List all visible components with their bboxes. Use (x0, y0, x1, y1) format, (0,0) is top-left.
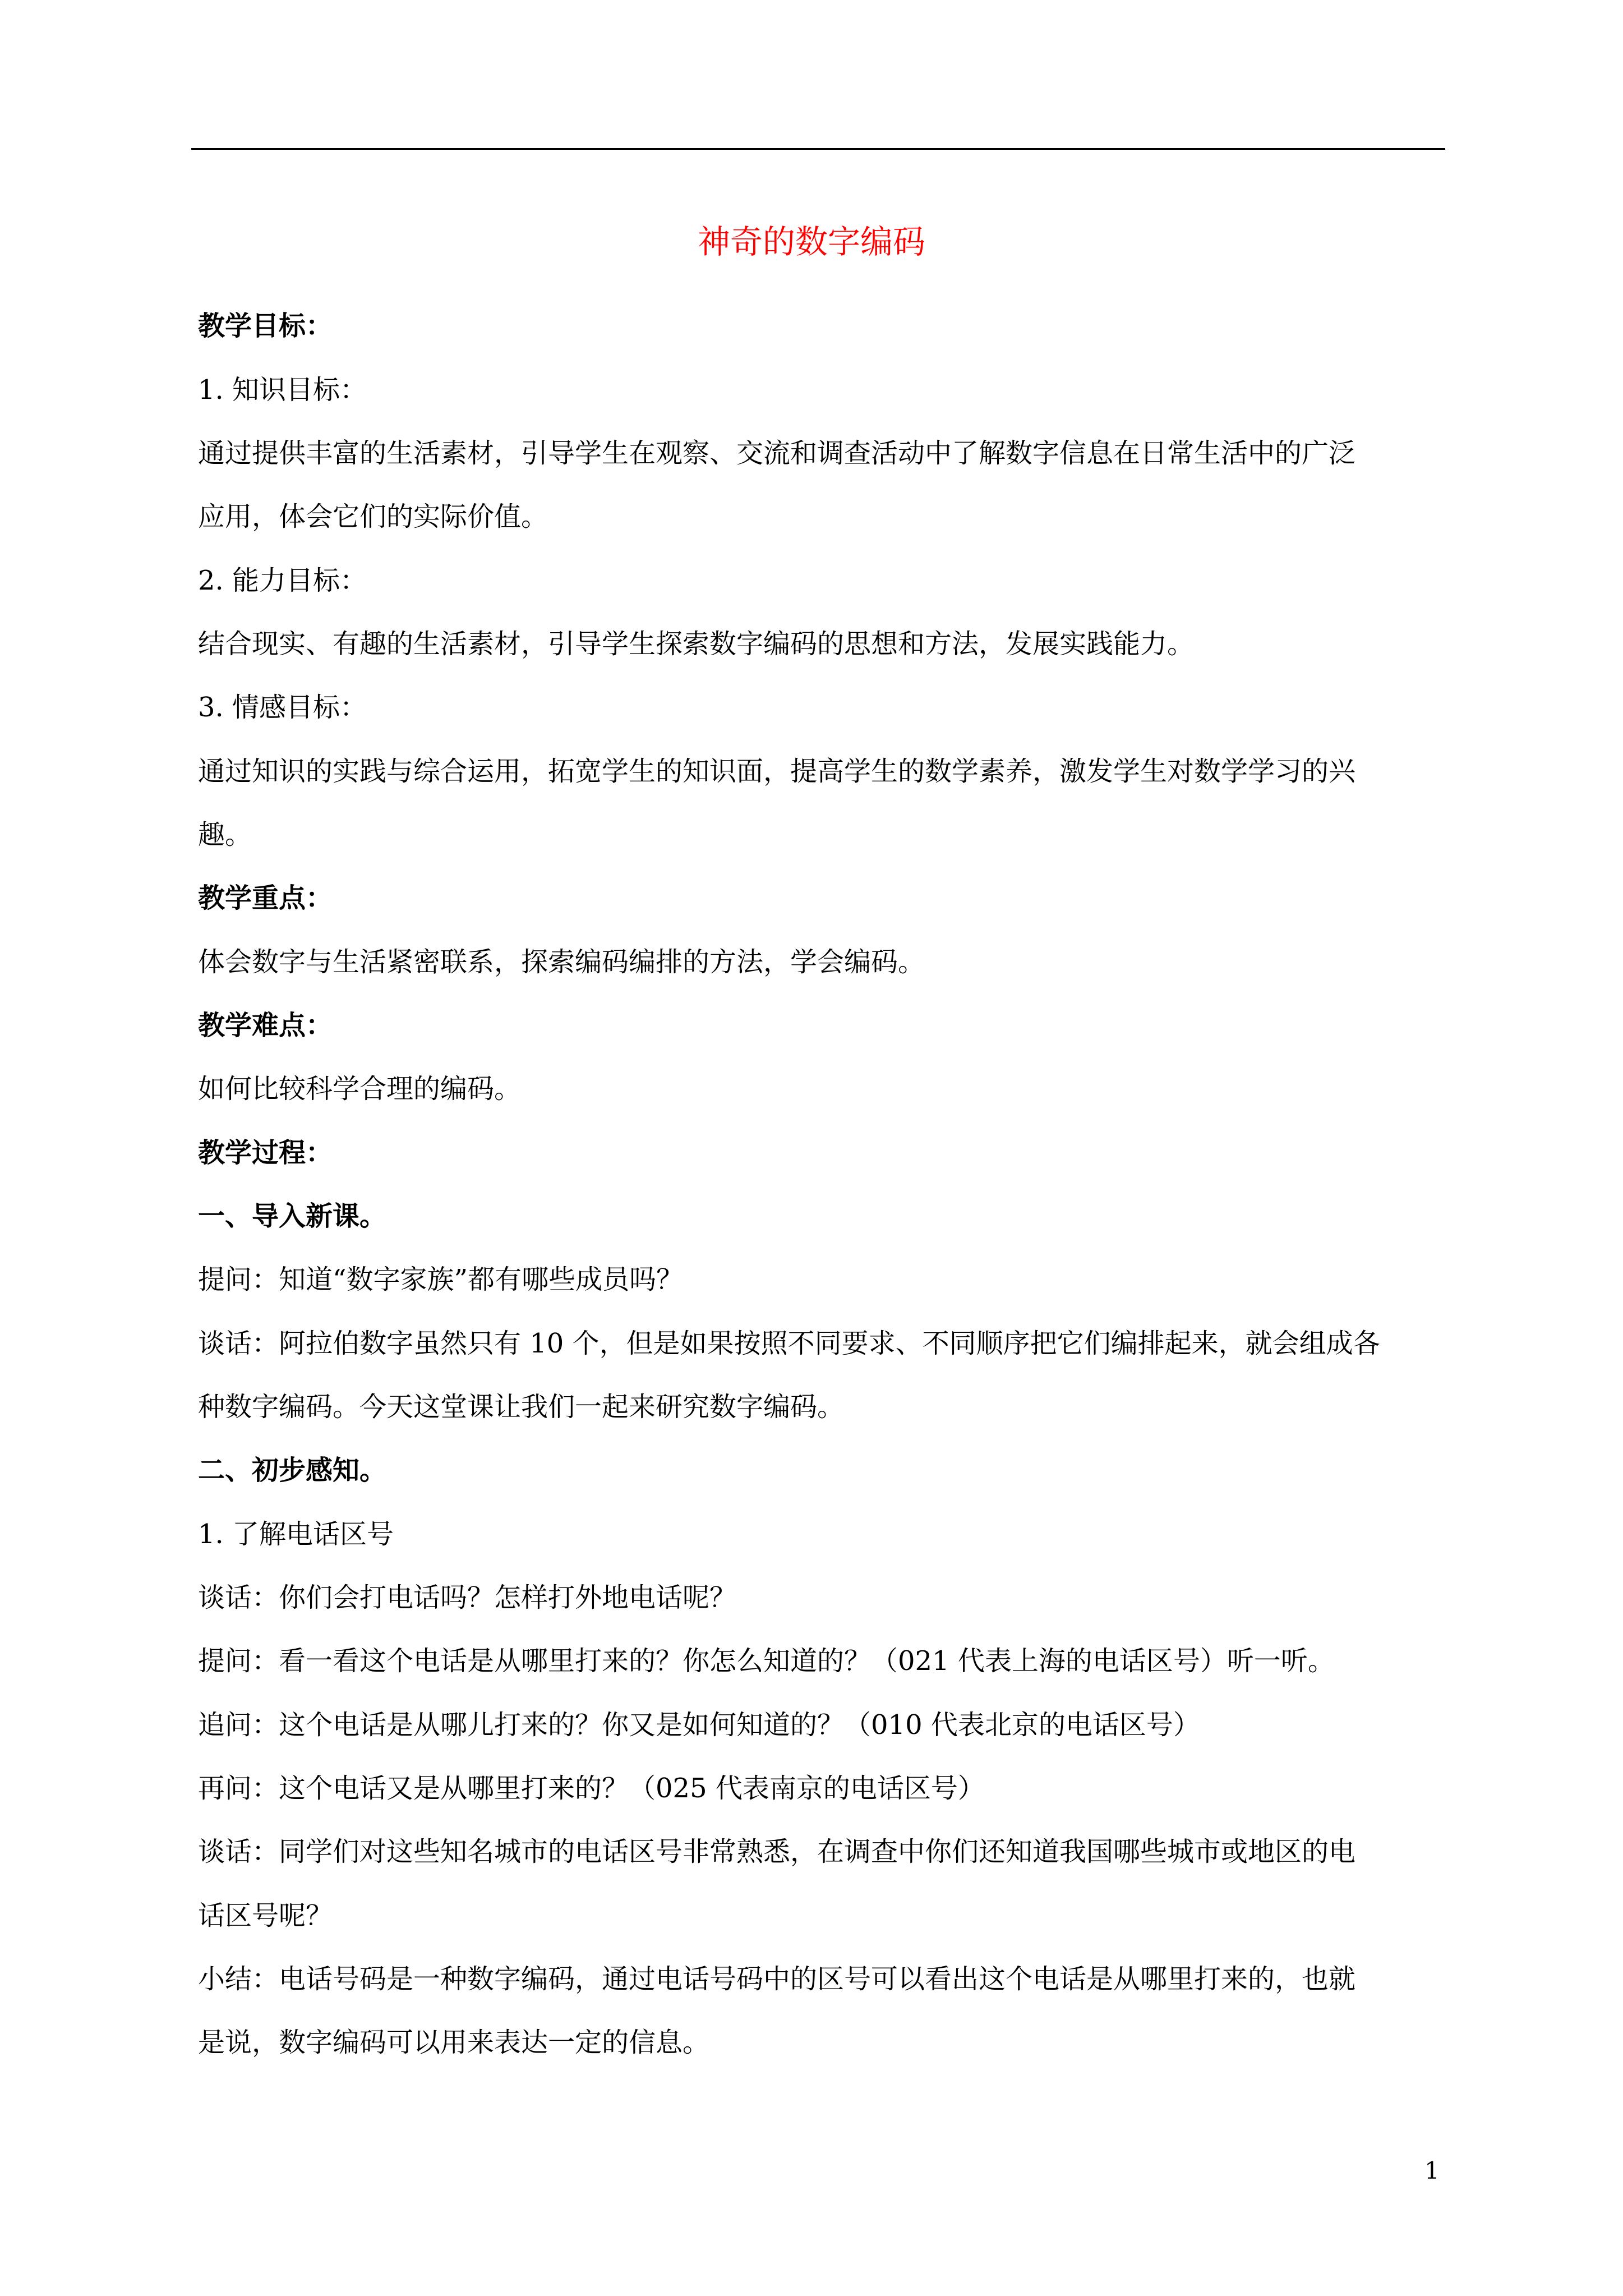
section-heading: 一、导入新课。 (198, 1200, 387, 1232)
document-title: 神奇的数字编码 (697, 223, 925, 261)
text-line: 提问：知道“数字家族”都有哪些成员吗？ (198, 1264, 684, 1295)
text-line: 如何比较科学合理的编码。 (198, 1073, 522, 1105)
text-line: 谈话：你们会打电话吗？怎样打外地电话呢？ (198, 1582, 737, 1613)
text-line: 小结：电话号码是一种数字编码，通过电话号码中的区号可以看出这个电话是从哪里打来的，也就 (198, 1963, 1356, 1995)
header-rule (191, 148, 1445, 150)
text-line: 2. 能力目标： (198, 565, 367, 596)
text-line: 通过提供丰富的生活素材，引导学生在观察、交流和调查活动中了解数字信息在日常生活中的广泛 (198, 438, 1356, 469)
section-heading: 教学目标： (198, 310, 333, 342)
text-line: 谈话：同学们对这些知名城市的电话区号非常熟悉，在调查中你们还知道我国哪些城市或地区的电 (198, 1836, 1356, 1867)
text-line: 趣。 (198, 819, 252, 850)
text-line: 体会数字与生活紧密联系，探索编码编排的方法，学会编码。 (198, 946, 925, 978)
text-line: 谈话：阿拉伯数字虽然只有 10 个，但是如果按照不同要求、不同顺序把它们编排起来，就会组成各 (198, 1328, 1380, 1359)
text-line: 3. 情感目标： (198, 692, 367, 723)
text-line: 种数字编码。今天这堂课让我们一起来研究数字编码。 (198, 1391, 845, 1423)
text-line: 结合现实、有趣的生活素材，引导学生探索数字编码的思想和方法，发展实践能力。 (198, 628, 1195, 660)
text-line: 再问：这个电话又是从哪里打来的？（025 代表南京的电话区号） (198, 1773, 985, 1804)
text-line: 是说，数字编码可以用来表达一定的信息。 (198, 2027, 710, 2058)
text-line: 通过知识的实践与综合运用，拓宽学生的知识面，提高学生的数学素养，激发学生对数学学习的兴 (198, 756, 1356, 787)
page-number: 1 (1424, 2157, 1440, 2184)
text-line: 提问：看一看这个电话是从哪里打来的？你怎么知道的？（021 代表上海的电话区号）听一听。 (198, 1645, 1335, 1677)
text-line: 1. 知识目标： (198, 374, 367, 406)
section-heading: 二、初步感知。 (198, 1455, 387, 1486)
section-heading: 教学难点： (198, 1010, 333, 1041)
text-line: 1. 了解电话区号 (198, 1519, 394, 1550)
text-line: 追问：这个电话是从哪儿打来的？你又是如何知道的？（010 代表北京的电话区号） (198, 1709, 1200, 1741)
text-line: 话区号呢？ (198, 1900, 333, 1931)
section-heading: 教学重点： (198, 882, 333, 914)
section-heading: 教学过程： (198, 1137, 333, 1168)
text-line: 应用，体会它们的实际价值。 (198, 501, 548, 532)
